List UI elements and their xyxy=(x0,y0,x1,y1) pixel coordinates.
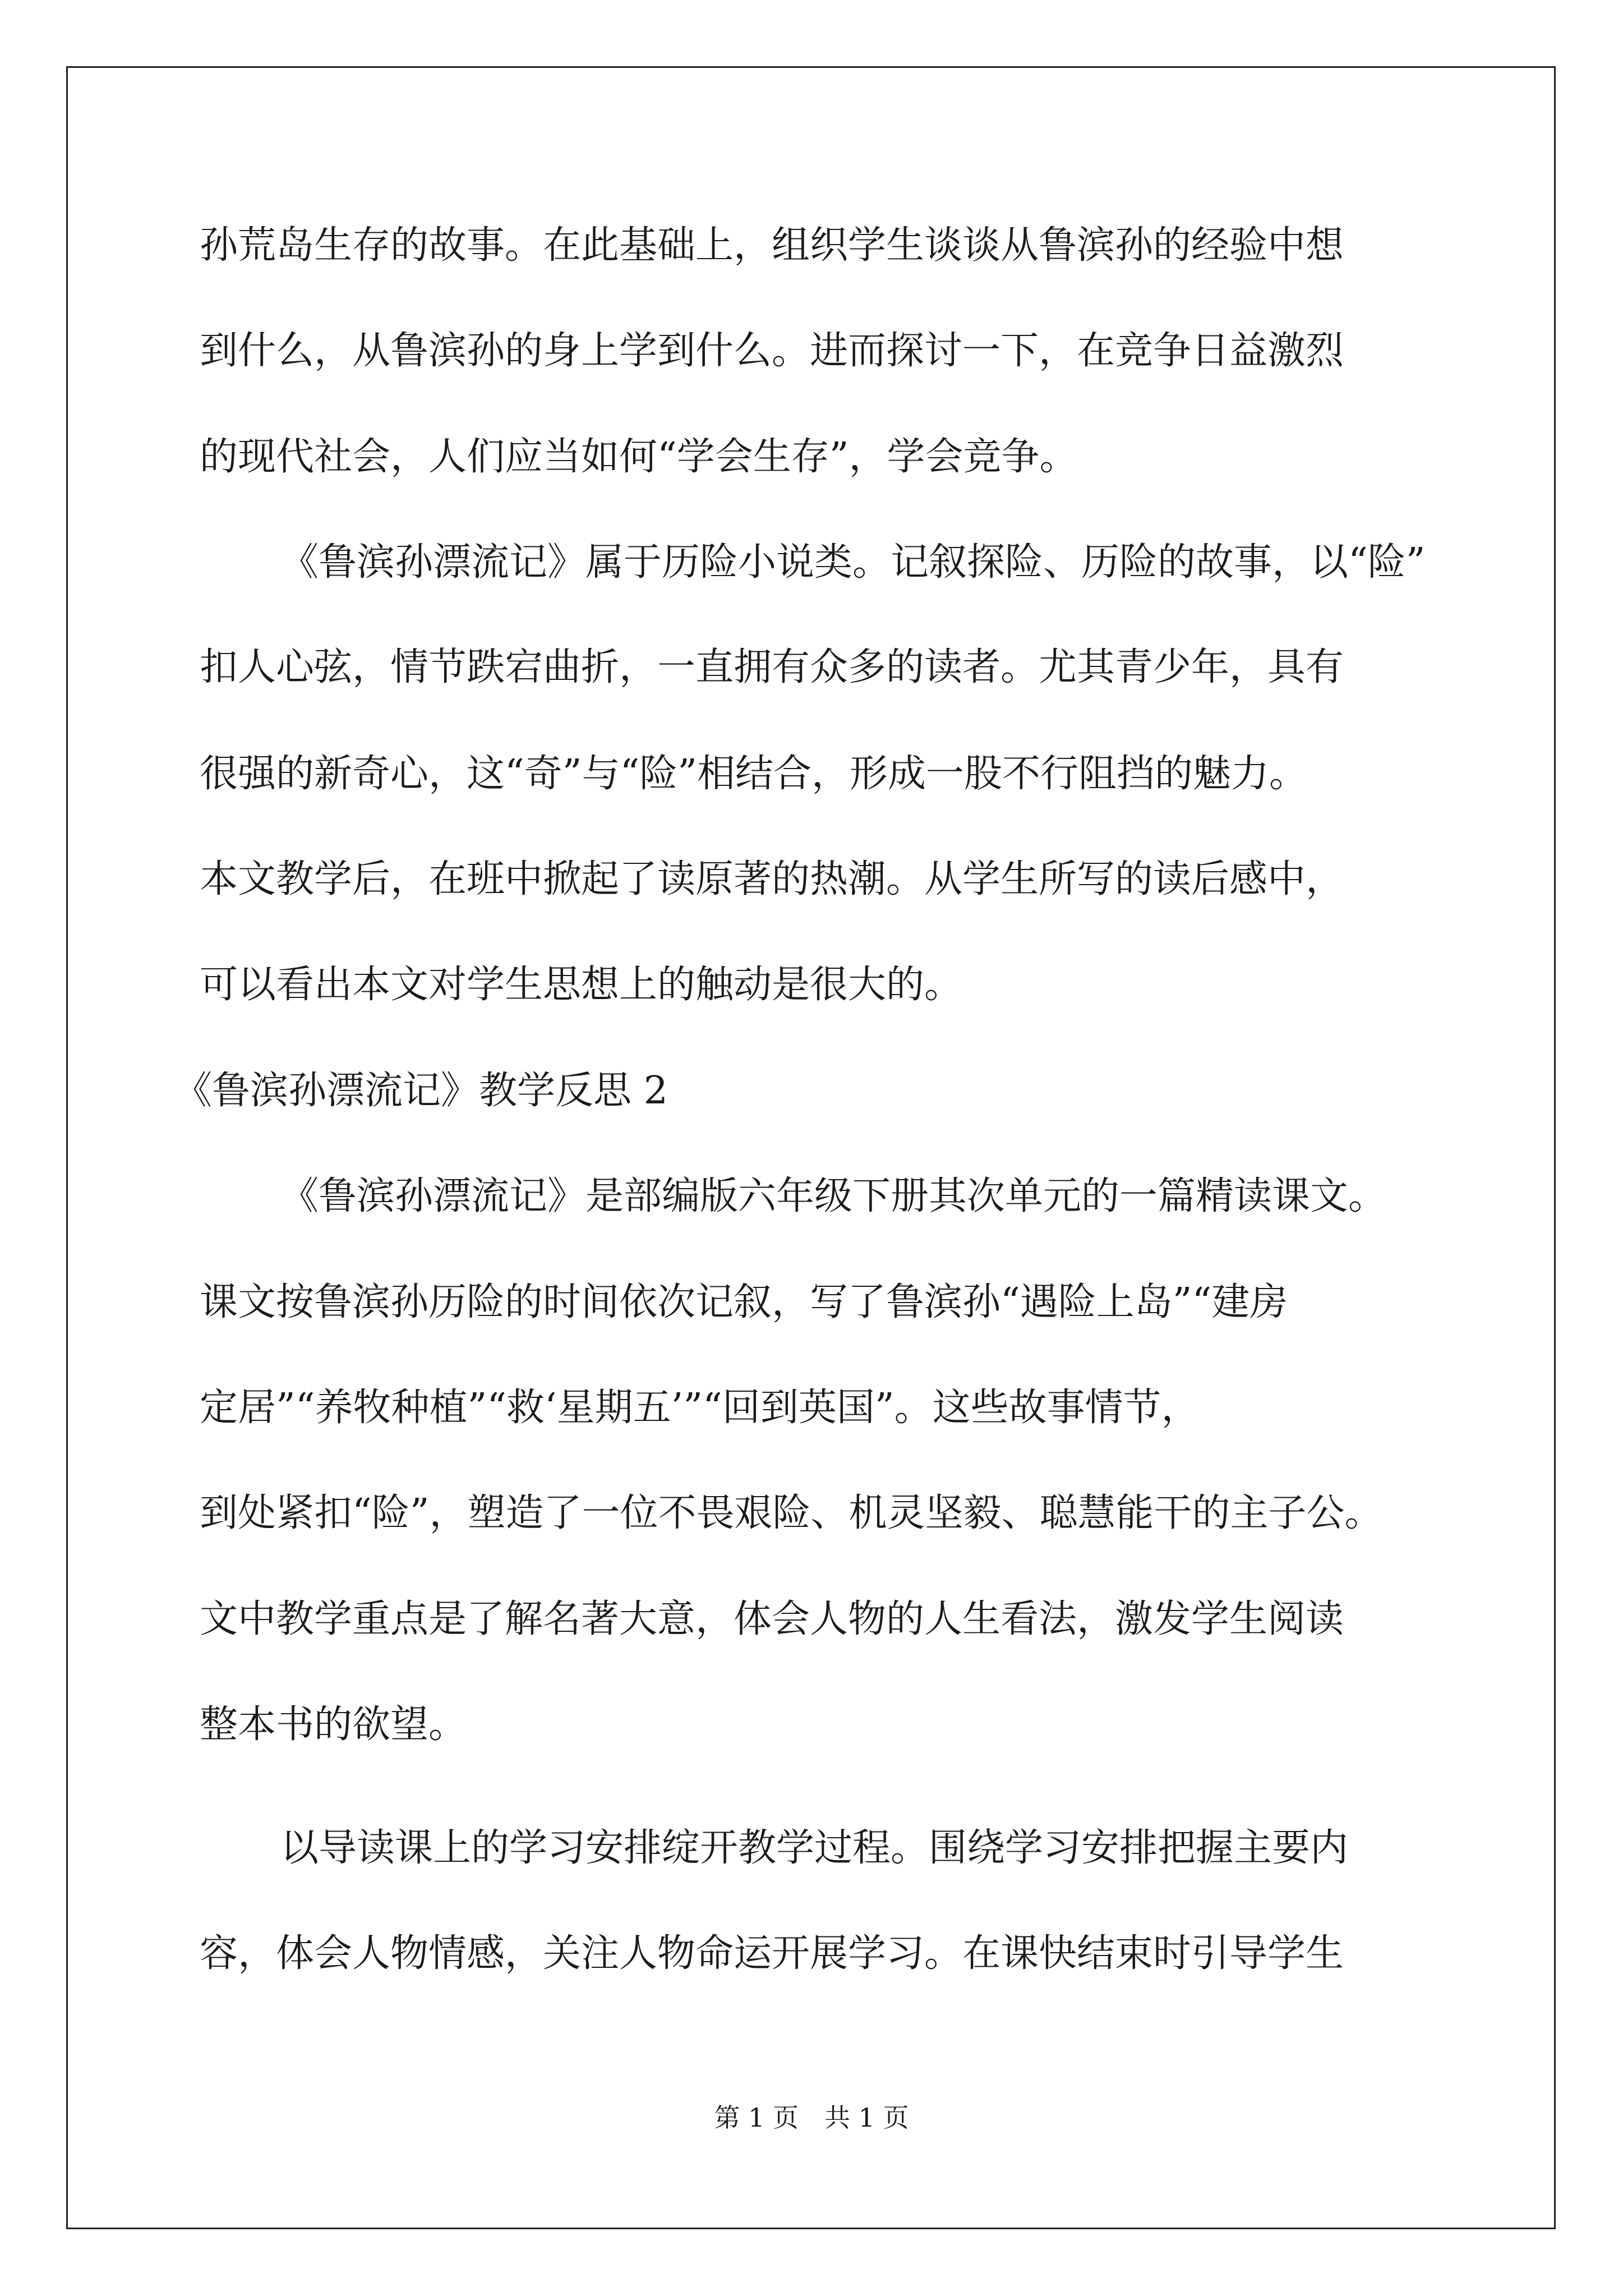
text-line: 的现代社会，人们应当如何“学会生存”，学会竞争。 xyxy=(200,435,1078,479)
page-footer: 第 1 页 共 1 页 xyxy=(714,2102,909,2133)
text-line: 文中教学重点是了解名著大意，体会人物的人生看法，激发学生阅读 xyxy=(200,1597,1344,1641)
text-line: 可以看出本文对学生思想上的触动是很大的。 xyxy=(200,963,963,1007)
paragraph-first-line: 《鲁滨孙漂流记》属于历险小说类。记叙探险、历险的故事，以“险” xyxy=(280,540,1426,585)
text-line: 课文按鲁滨孙历险的时间依次记叙，写了鲁滨孙“遇险上岛”“建房 xyxy=(200,1280,1288,1324)
text-line: 整本书的欲望。 xyxy=(200,1703,467,1747)
text-line: 到处紧扣“险”，塑造了一位不畏艰险、机灵坚毅、聪慧能干的主子公。 xyxy=(200,1491,1383,1535)
text-line: 本文教学后，在班中掀起了读原著的热潮。从学生所写的读后感中， xyxy=(200,857,1344,901)
text-line: 很强的新奇心，这“奇”与“险”相结合，形成一股不行阻挡的魅力。 xyxy=(200,752,1308,796)
page-border xyxy=(66,66,1556,2229)
text-line: 定居”“养牧种植”“救‘星期五’”“回到英国”。这些故事情节， xyxy=(200,1386,1200,1430)
paragraph-first-line: 以导读课上的学习安排绽开教学过程。围绕学习安排把握主要内 xyxy=(280,1826,1349,1870)
text-line: 扣人心弦，情节跌宕曲折，一直拥有众多的读者。尤其青少年，具有 xyxy=(200,645,1344,689)
text-line: 到什么，从鲁滨孙的身上学到什么。进而探讨一下，在竞争日益激烈 xyxy=(200,329,1344,373)
paragraph-first-line: 《鲁滨孙漂流记》是部编版六年级下册其次单元的一篇精读课文。 xyxy=(280,1174,1387,1218)
text-line: 孙荒岛生存的故事。在此基础上，组织学生谈谈从鲁滨孙的经验中想 xyxy=(200,223,1344,268)
text-line: 容，体会人物情感，关注人物命运开展学习。在课快结束时引导学生 xyxy=(200,1931,1344,1976)
section-heading: 《鲁滨孙漂流记》教学反思 2 xyxy=(174,1069,668,1113)
